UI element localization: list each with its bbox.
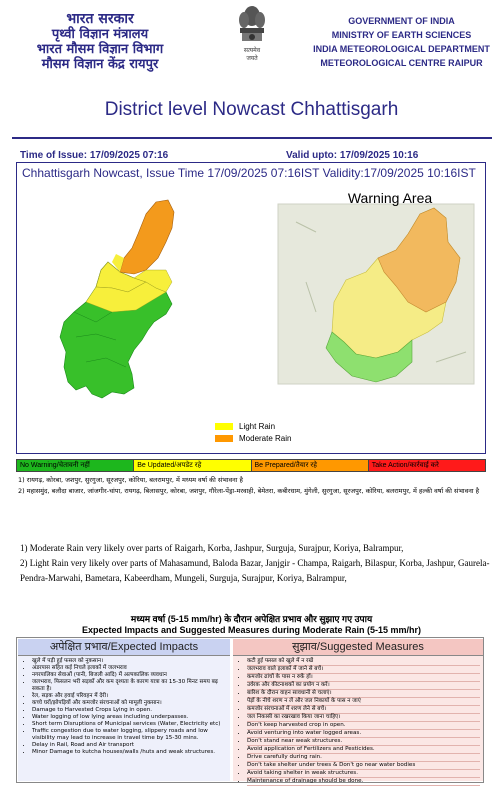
expected-impacts-list [18,656,230,756]
header-english-line: METEOROLOGICAL CENTRE RAIPUR [320,58,483,68]
impact-item: • अंडरपास सहित कई निचले इलाकों में जलभराव [32,665,227,672]
legend-label: Moderate Rain [239,434,292,443]
suggested-measures-column [233,639,483,784]
measure-item: • कमजोर ढांचों के पास न रुकें हों। [247,674,480,682]
warning-level-orange: Be Prepared/तैयार रहे [252,460,369,471]
measure-item: • Avoid venturing into water logged areas. [247,730,480,738]
impacts-title [0,614,503,636]
header-hindi [0,12,200,72]
impact-item: • Damage to Harvested Crops Lying in open. [32,707,227,714]
impact-item: • कच्चे घरों/झोपड़ियों और कमजोर संरचनाओं को मामूली नुकसान। [32,700,227,707]
header-english-line: GOVERNMENT OF INDIA [348,16,455,26]
measure-item: • बारिश के दौरान वाहन सावधानी से चलाएं। [247,690,480,698]
svg-text:जयते: जयते [246,55,258,62]
warning-level-yellow: Be Updated/अपडेट रहे [134,460,251,471]
time-of-issue: Time of Issue: 17/09/2025 07:16 [20,150,169,161]
header-hindi-line: मौसम विज्ञान केंद्र रायपुर [41,57,159,72]
measure-item: • Don't keep harvested crop in open. [247,722,480,730]
hindi-notes [18,475,486,497]
legend-label: Light Rain [239,422,276,431]
header-english-line: MINISTRY OF EARTH SCIENCES [331,30,472,40]
english-note: 1) Moderate Rain very likely over parts of Raigarh, Korba, Jashpur, Surguja, Surajpur, Koriya, Balrampur, [20,543,404,553]
english-notes [20,541,490,586]
impact-item: • Short term Disruptions of Municipal services (Water, Electricity etc) [32,721,227,728]
measure-item: • उर्वरक और कीटनाशकों का प्रयोग न करें। [247,682,480,690]
measure-item: • Avoid taking shelter in weak structures. [247,770,480,778]
impacts-title-english: Expected Impacts and Suggested Measures during Moderate Rain (5-15 mm/hr) [81,625,422,635]
header-english [300,14,503,70]
header-hindi-line: पृथ्वी विज्ञान मंत्रालय [51,27,149,42]
valid-upto: Valid upto: 17/09/2025 10:16 [286,150,419,161]
header-hindi-line: भारत सरकार [66,11,134,27]
header-hindi-line: भारत मौसम विज्ञान विभाग [36,42,164,57]
expected-impacts-column [18,639,230,781]
measure-item: • जलभराव वाले इलाकों में जाने से बचें। [247,666,480,674]
warning-area-map [278,204,474,384]
legend-swatch [215,435,233,442]
suggested-measures-header: सुझाव/Suggested Measures [233,639,483,656]
measure-item: • Don't take shelter under trees & Don't go near water bodies [247,762,480,770]
map-caption: Chhattisgarh Nowcast, Issue Time 17/09/2025 07:16IST Validity:17/09/2025 10:16IST [22,166,476,180]
impact-item: • Minor Damage to kutcha houses/walls /huts and weak structures. [32,749,227,756]
measure-item: • Drive carefully during rain. [247,754,480,762]
suggested-measures-list [233,656,483,786]
impact-item: • नगरपालिका सेवाओं (पानी, बिजली आदि) में अल्पकालिक व्यवधान [32,672,227,679]
measure-item: • Don't stand near weak structures. [247,738,480,746]
measure-item: • पेड़ों के नीचे शरण न लें और जल निकायों के पास न जाएं [247,698,480,706]
legend-light-rain [215,422,275,431]
title-divider [12,137,492,139]
measure-item: • कटी हुई फसल को खुले में न रखें [247,658,480,666]
warning-level-bar [16,459,486,472]
warning-area-title: Warning Area [347,190,433,206]
impact-item: • रेल, सड़क और हवाई परिवहन में देरी। [32,693,227,700]
district-map [60,200,174,398]
impact-item: • Traffic congestion due to water logging, slippery roads and low visibility may lead to increase in travel time by 15-30 mins. [32,728,227,742]
warning-level-red: Take Action/कार्रवाई करे [369,460,485,471]
hindi-note: 1) रायगढ़, कोरबा, जशपुर, सुरगुजा, सूरजपुर, कोरिया, बलरामपुर, में मध्यम वर्षा की संभावना है [18,476,243,484]
english-note: 2) Light Rain very likely over parts of Mahasamund, Baloda Bazar, Janjgir - Champa, Raigarh, Bilaspur, Korba, Jashpur, Gaurela-Pendra-Marwahi, Bametara, Kabeerdham, Mungeli, Surguja, Surajpur, Koriya, Balrampur, [20,558,490,583]
measure-item: • Maintenance of drainage should be done. [247,778,480,786]
svg-text:सत्यमेव: सत्यमेव [243,47,261,54]
legend-moderate-rain [215,434,291,443]
measure-item: • जल निकासी का रखरखाव किया जाना चाहिए। [247,714,480,722]
page-title: District level Nowcast Chhattisgarh [104,99,399,120]
legend-swatch [215,423,233,430]
measure-item: • कमजोर संरचनाओं में शरण लेने से बचें। [247,706,480,714]
header-english-line: INDIA METEOROLOGICAL DEPARTMENT [313,44,490,54]
impact-item: • खुले में पड़ी हुई फसल को नुकसान। [32,658,227,665]
measure-item: • Avoid application of Fertilizers and Pesticides. [247,746,480,754]
warning-level-green: No Warning/चेतावनी नहीं [17,460,134,471]
impact-item: • जलभराव, फिसलन भरी सड़कों और कम दृश्यता के कारण यात्रा का 15-30 मिनट समय बढ़ सकता है। [32,679,227,693]
impact-item: • Water logging of low lying areas including underpasses. [32,714,227,721]
impacts-title-hindi: मध्यम वर्षा (5-15 mm/hr) के दौरान अपेक्षित प्रभाव और सुझाए गए उपाय [130,614,373,624]
expected-impacts-header: अपेक्षित प्रभाव/Expected Impacts [18,639,230,656]
national-emblem-icon [234,2,270,74]
impact-item: • Delay in Rail, Road and Air transport [32,742,227,749]
hindi-note: 2) महासमुंद, बलौदा बाजार, जांजगीर-चांपा, रायगढ़, बिलासपुर, कोरबा, जशपुर, गौरेला-पेंड्रा-मरवाही, बेमेतरा, कबीरधाम, मुंगेली, सुरगुजा, सूरजपुर, कोरिया, बलरामपुर, में हल्की वर्षा की संभावना है [18,487,480,495]
